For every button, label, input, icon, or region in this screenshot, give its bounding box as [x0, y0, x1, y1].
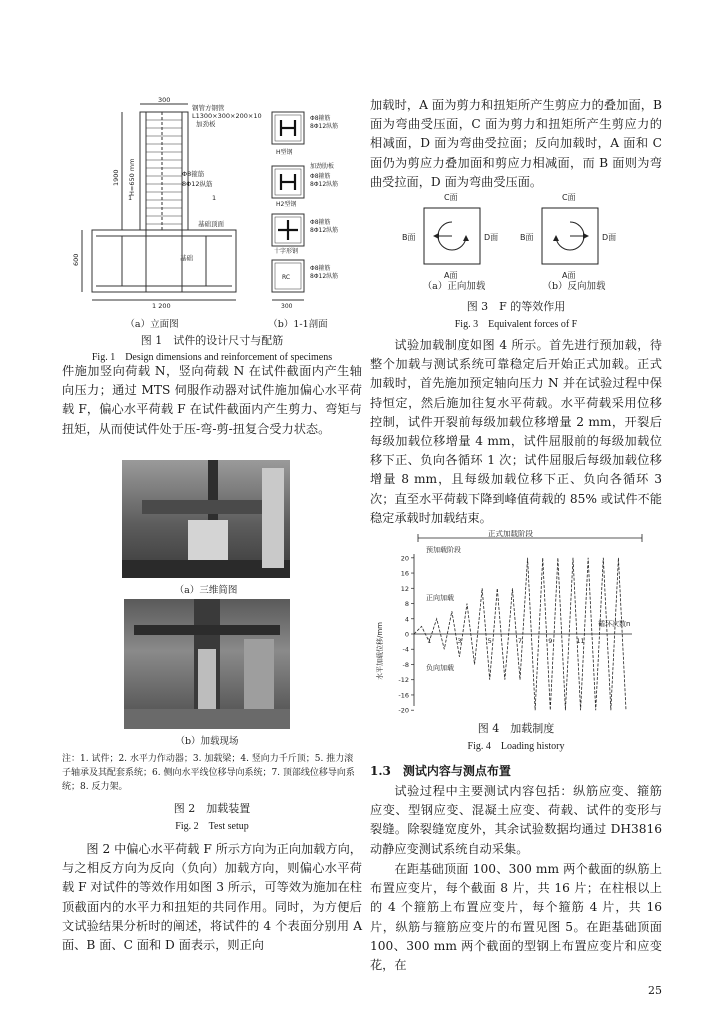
fig4-caption-cn: 图 4 加载制度	[477, 722, 555, 735]
fig2-photo-site	[124, 599, 290, 729]
fig4-ytick-label: -4	[402, 645, 409, 654]
label-stiffener: 加劲板	[196, 120, 216, 128]
label-steel-tube-size: L1300×300×200×10	[192, 112, 262, 120]
dim-h: H=650 mm	[128, 158, 136, 196]
fig3a-face-d: D面	[484, 233, 499, 242]
s3-hoop: Φ8箍筋	[310, 219, 331, 226]
fig2-sub-a: （a）三维简图	[174, 585, 238, 596]
dim-300-top: 300	[158, 96, 171, 104]
fig3a-face-c: C面	[444, 193, 458, 202]
fig4-xtick-label: 1	[427, 637, 432, 645]
left-para-2: 图 2 中偏心水平荷载 F 所示方向为正向加载方向，与之相反方向为反向（负向）加载方向，则偏心水平荷载 F 对试件的等效作用如图 3 所示，可等效为施加在柱顶截面内的水平力和扭矩的共同作用。同时，为方便后文试验结果分析时的阐述，将试件的 4 个表面分别用 A 面、B 面、C 面和 D 面表示，则正向	[62, 842, 362, 953]
fig3b-face-c: C面	[562, 193, 576, 202]
fig4-xtick-label: 11	[576, 637, 585, 645]
fig4-cycles: 循环次数n	[598, 620, 631, 628]
s3-steel: 十字形钢	[274, 248, 299, 255]
s-300: 300	[281, 303, 293, 310]
fig4-xtick-label: 3	[457, 637, 462, 645]
fig3b-face-d: D面	[602, 233, 617, 242]
s1-hoop: Φ8箍筋	[310, 115, 331, 122]
page-number: 25	[648, 984, 662, 997]
fig4-ytick-label: 0	[404, 630, 409, 639]
label-long: 8Φ12纵筋	[182, 180, 213, 188]
label-steel-tube: 钢管方钢管	[192, 104, 225, 112]
s1-long: 8Φ12纵筋	[310, 123, 339, 130]
right-para-1: 加载时，A 面为剪力和扭矩所产生剪应力的叠加面，B 面为弯曲受压面，C 面为剪力和扭矩所产生剪应力的相减面，D 面为弯曲受拉面；反向加载时，A 面和 C 面仍为剪应力叠加面和剪应力相减面，而 B 面则为弯曲受拉面，D 面为弯曲受压面。	[370, 98, 662, 189]
fig3-caption-cn: 图 3 F 的等效作用	[466, 300, 566, 313]
s4-long: 8Φ12纵筋	[310, 273, 339, 280]
fig3a-face-b: B面	[402, 233, 416, 242]
fig4-caption-en: Fig. 4 Loading history	[467, 741, 565, 752]
fig3a-face-a: A面	[444, 271, 458, 280]
fig2-photo-3d	[122, 460, 290, 578]
fig4-ytick-label: -16	[398, 691, 409, 700]
fig3-sub-b: （b）反向加载	[542, 281, 606, 292]
right-para-4: 在距基础顶面 100、300 mm 两个截面的纵筋上布置应变片，每个截面 8 片，共 16 片；在柱根以上的 4 个箍筋上布置应变片，每个箍筋 4 片，共 16 片，纵筋与箍筋应变片的布置见图 5。在距基础顶面 100、300 mm 两个截面的型钢上布置应变片和应变花，在	[370, 862, 662, 973]
fig4-xtick-label: 9	[548, 637, 553, 645]
fig2-caption-cn: 图 2 加载装置	[173, 802, 251, 815]
left-para-1: 件施加竖向荷载 N，竖向荷载 N 在试件截面内产生轴向压力；通过 MTS 伺服作动器对试件施加偏心水平荷载 F，偏心水平荷载 F 在试件截面内产生剪力、弯矩与扭矩，从而使试件处于压-弯-剪-扭复合受力状态。	[62, 364, 362, 436]
right-para-3: 试验过程中主要测试内容包括：纵筋应变、箍筋应变、型钢应变、混凝土应变、荷载、试件的变形与裂缝。除裂缝宽度外，其余试验数据均通过 DH3816 动静应变测试系统自动采集。	[370, 784, 662, 856]
s4-rc: RC	[282, 274, 291, 281]
fig4-chart	[370, 530, 662, 716]
fig4-ytick-label: 8	[404, 600, 409, 609]
label-base-top: 基础顶面	[198, 220, 224, 228]
label-cut1-right: 1	[212, 194, 217, 202]
label-hoop: Φ8箍筋	[182, 170, 205, 178]
dim-1200: 1 200	[152, 302, 171, 310]
dim-1900: 1900	[112, 169, 120, 186]
fig1-caption-en: Fig. 1 Design dimensions and reinforcement of specimens	[91, 352, 333, 363]
fig4-xtick-label: 7	[517, 637, 523, 645]
fig4-stage-formal: 正式加载阶段	[488, 530, 533, 538]
s2-steel: H2型钢	[276, 201, 297, 208]
fig4-ytick-label: -20	[398, 706, 409, 715]
fig2-caption-en: Fig. 2 Test setup	[175, 821, 249, 832]
fig1-sub-a: （a）立面图	[125, 319, 179, 330]
s2-long: 8Φ12纵筋	[310, 181, 339, 188]
fig4-ytick-label: -8	[402, 660, 409, 669]
right-para-2: 试验加载制度如图 4 所示。首先进行预加载，待整个加载与测试系统可靠稳定后开始正式加载。正式加载时，首先施加预定轴向压力 N 并在试验过程中保持恒定，然后施加往复水平荷载。水平荷载采用位移控制，试件开裂前每级加载位移增量 2 mm，开裂后每级加载位移增量 4 mm，试件屈服前的每级加载位移下正、负向各循环 1 次；试件屈服后每级加载位移增量 8 mm，且每级加载位移下正、负向各循环 3 次；直至水平荷载下降到峰值荷载的 85% 或试件不能稳定承载时加载结束。	[370, 338, 662, 525]
fig4-neg-dir: 负向加载	[426, 664, 454, 672]
fig4-ytick-label: 16	[400, 569, 409, 578]
fig1-caption-cn: 图 1 试件的设计尺寸与配筋	[140, 334, 284, 347]
fig3-sub-a: （a）正向加载	[422, 281, 486, 292]
fig4-ytick-label: -12	[398, 676, 409, 685]
fig1-drawing	[62, 96, 362, 316]
fig4-ytick-label: 4	[404, 615, 409, 624]
fig1-sub-b: （b）1-1剖面	[268, 319, 328, 330]
s3-long: 8Φ12纵筋	[310, 227, 339, 234]
fig2-sub-b: （b）加载现场	[175, 736, 239, 747]
fig4-ylabel: 水平加载位移/mm	[376, 622, 384, 680]
fig4-xtick-label: 5	[487, 637, 492, 645]
label-base: 基础	[180, 254, 193, 262]
fig3b-face-a: A面	[562, 271, 576, 280]
section-heading-1-3: 1.3 测试内容与测点布置	[370, 764, 511, 778]
fig4-ytick-label: 20	[400, 554, 409, 563]
label-cut1-left: 1	[128, 194, 133, 202]
fig2-note: 注：1. 试件；2. 水平力作动器；3. 加载梁；4. 竖向力千斤顶；5. 推力滚子轴承及其配套系统；6. 侧向水平线位移导向系统；7. 顶部线位移导向系统；8. 反力架。	[62, 754, 355, 792]
s4-hoop: Φ8箍筋	[310, 265, 331, 272]
s2-hoop: Φ8箍筋	[310, 173, 331, 180]
fig4-stage-pre: 预加载阶段	[426, 546, 461, 554]
dim-600: 600	[72, 253, 80, 266]
fig3-caption-en: Fig. 3 Equivalent forces of F	[454, 319, 578, 330]
fig4-ytick-label: 12	[400, 584, 409, 593]
s2-stiffener: 加劲肋板	[310, 163, 335, 170]
s1-steel: H型钢	[276, 149, 293, 156]
fig3b-face-b: B面	[520, 233, 534, 242]
fig4-pos-dir: 正向加载	[426, 594, 454, 602]
